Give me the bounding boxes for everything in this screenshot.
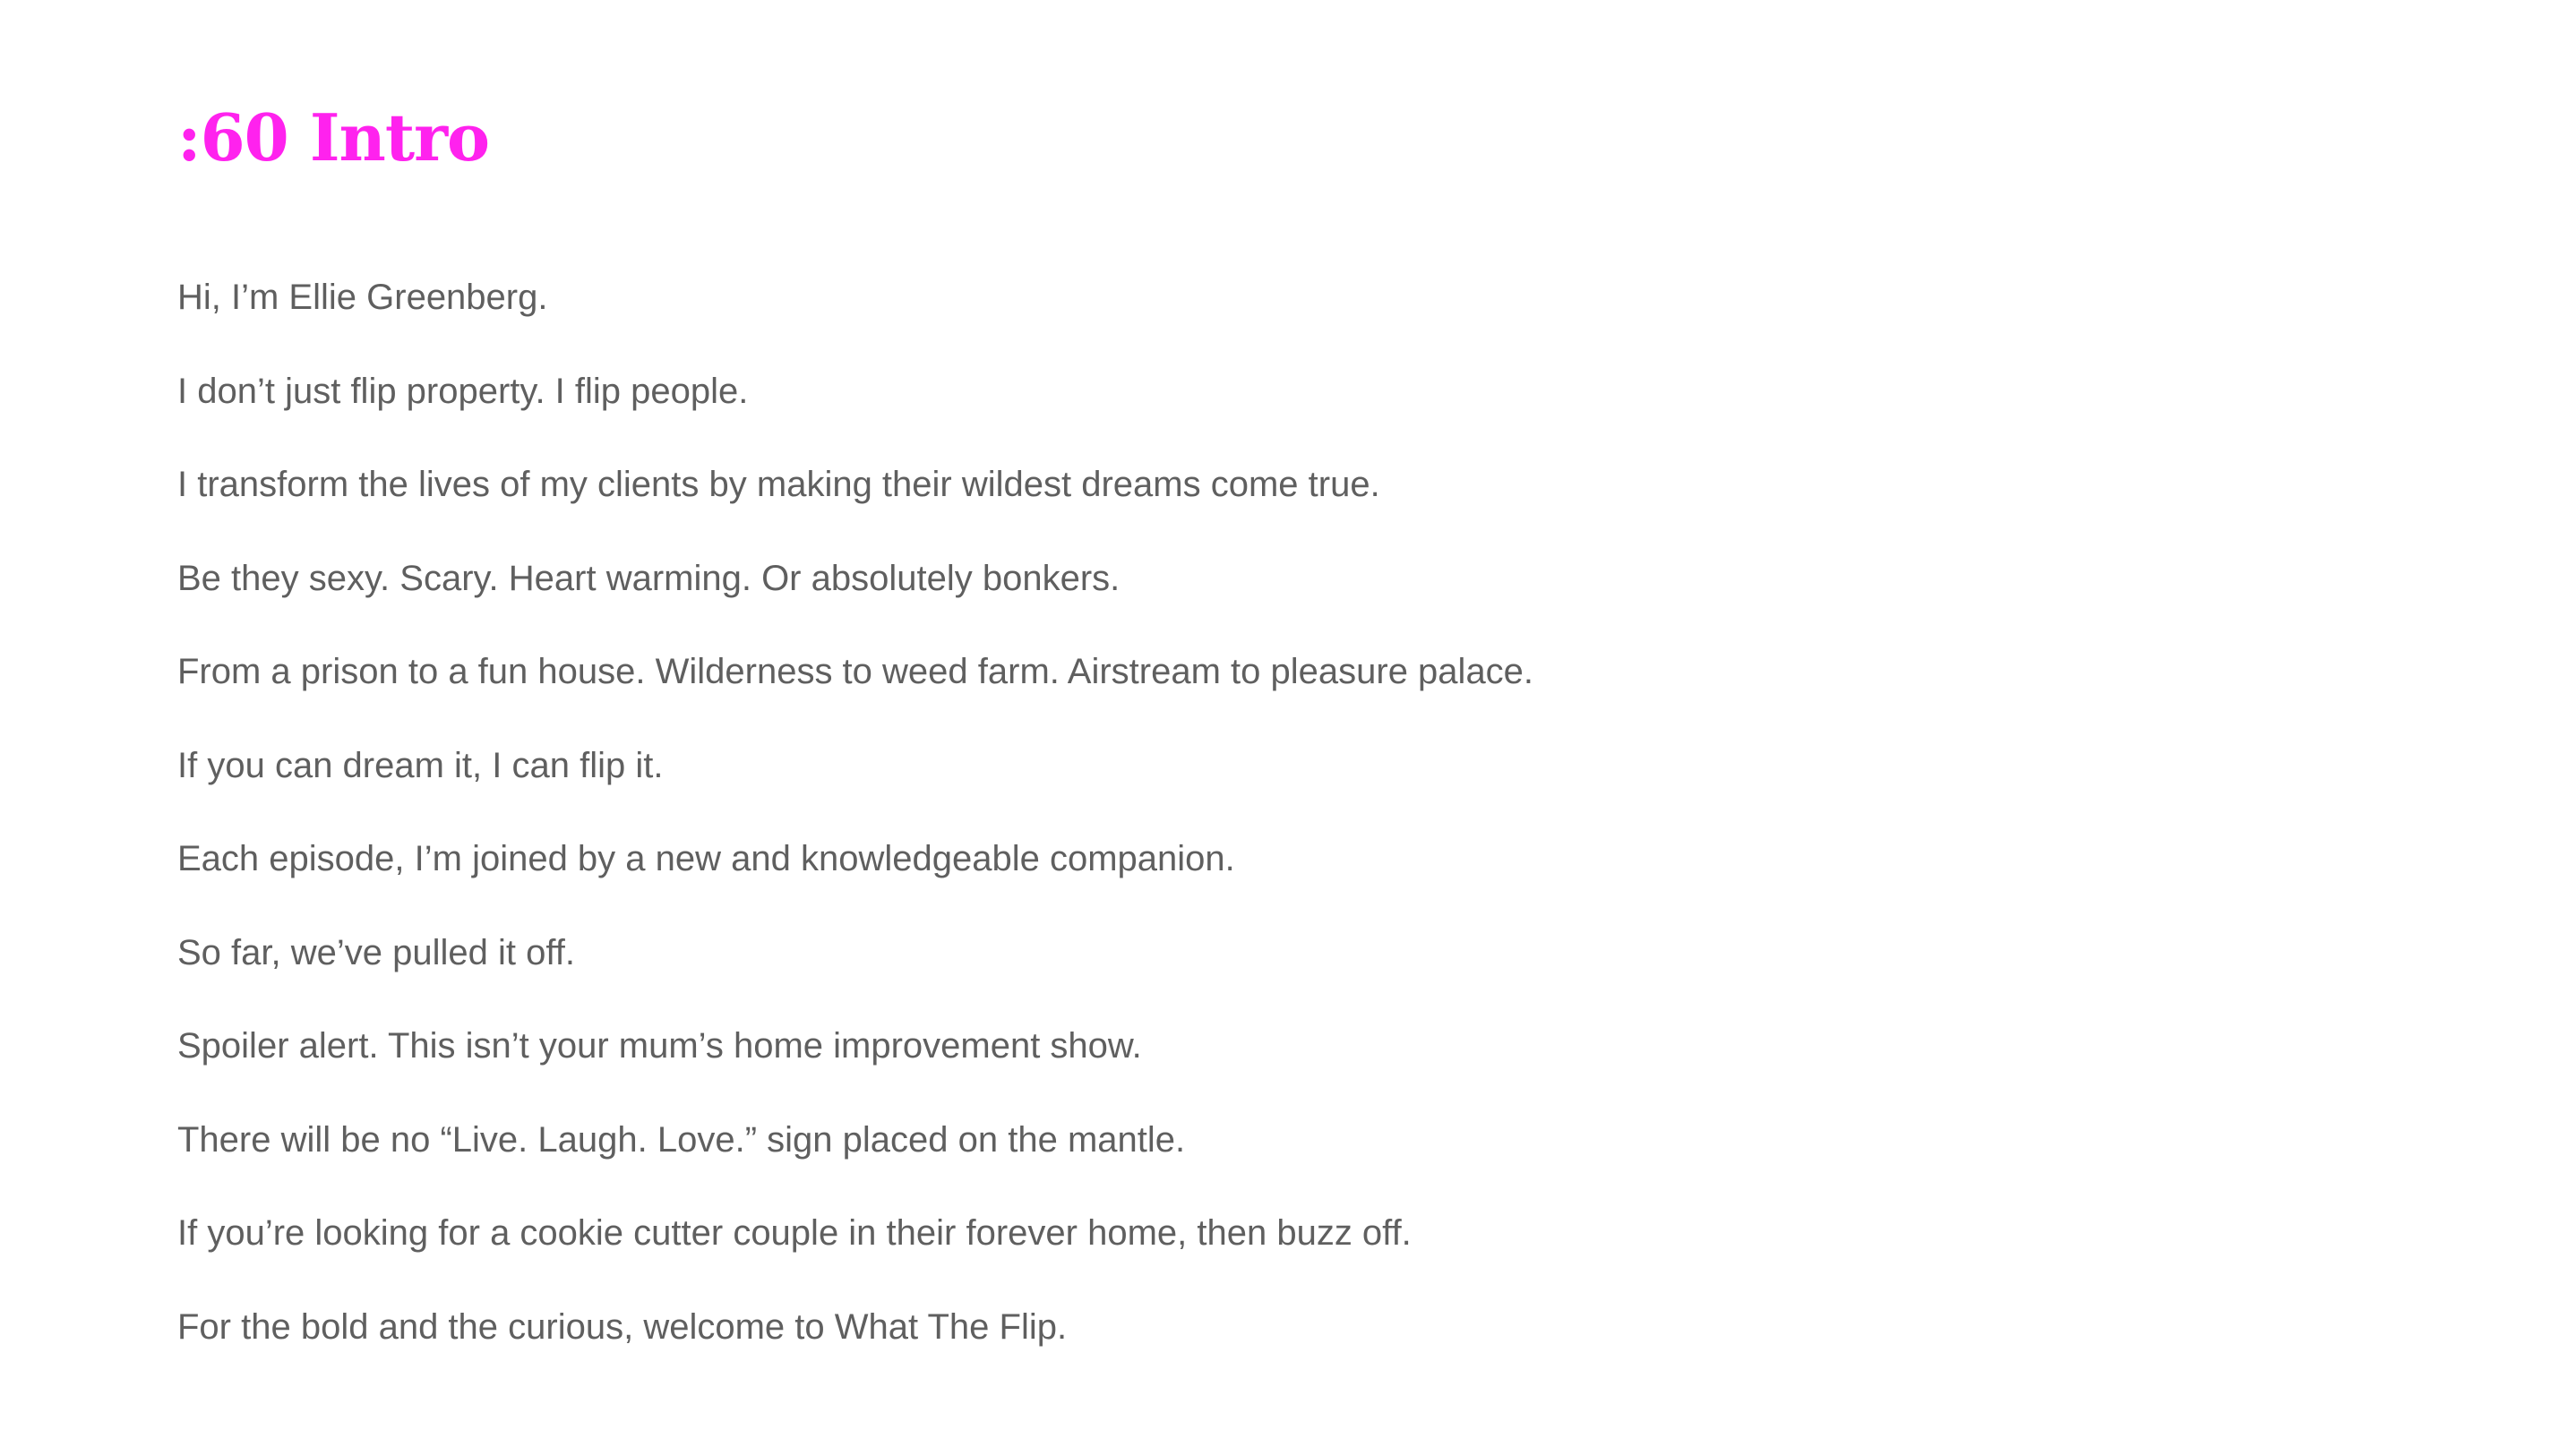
script-line: I don’t just flip property. I flip people. bbox=[177, 371, 749, 411]
script-line: If you can dream it, I can flip it. bbox=[177, 745, 664, 785]
script-line: Spoiler alert. This isn’t your mum’s home improvement show. bbox=[177, 1026, 1142, 1066]
script-line: I transform the lives of my clients by making their wildest dreams come true. bbox=[177, 465, 1380, 504]
script-line: Be they sexy. Scary. Heart warming. Or absolutely bonkers. bbox=[177, 558, 1121, 598]
script-line: There will be no “Live. Laugh. Love.” sign placed on the mantle. bbox=[177, 1119, 1186, 1160]
script-line: Each episode, I’m joined by a new and knowledgeable companion. bbox=[177, 839, 1235, 878]
script-line: So far, we’ve pulled it off. bbox=[177, 932, 575, 972]
slide-title: :60 Intro bbox=[177, 99, 490, 176]
script-line: From a prison to a fun house. Wilderness to weed farm. Airstream to pleasure palace. bbox=[177, 652, 1534, 691]
script-line: If you’re looking for a cookie cutter couple in their forever home, then buzz off. bbox=[177, 1213, 1412, 1253]
script-line: Hi, I’m Ellie Greenberg. bbox=[177, 278, 548, 317]
script-lines bbox=[177, 269, 1533, 1391]
script-line: For the bold and the curious, welcome to What The Flip. bbox=[177, 1306, 1068, 1347]
